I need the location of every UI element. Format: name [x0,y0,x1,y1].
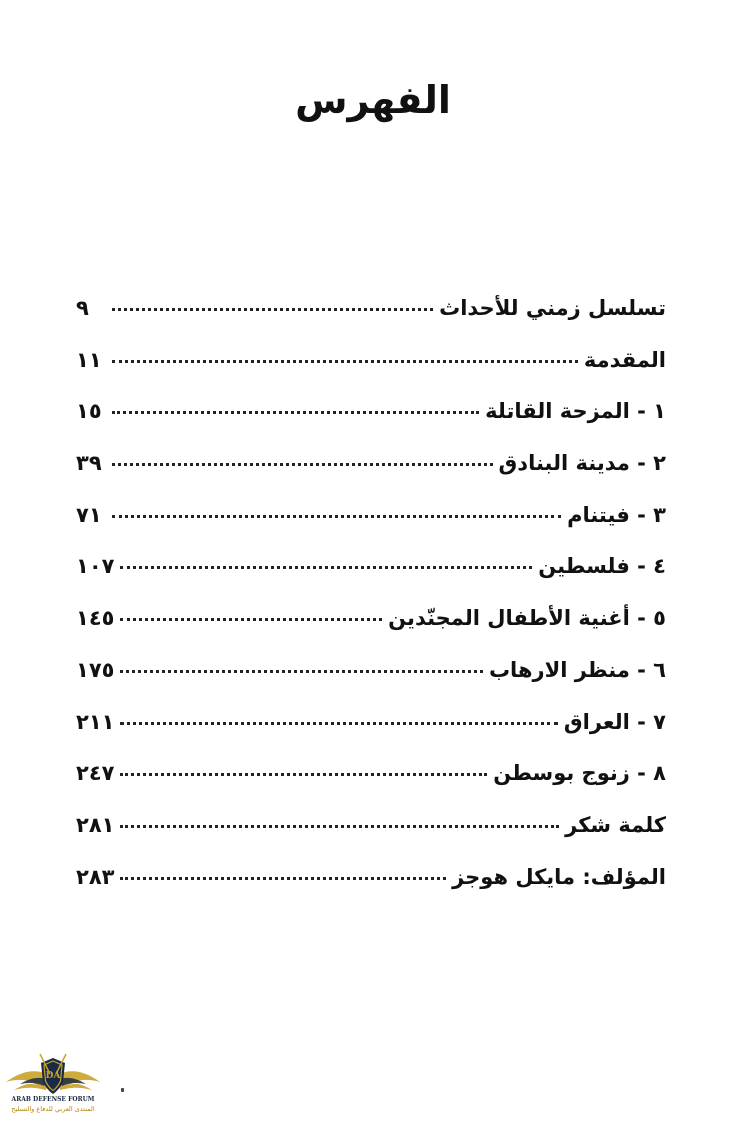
toc-dot-leader [120,773,487,776]
toc-entry-page: ٣٩ [76,451,102,476]
watermark-name-ar: المنتدى العربي للدفاع والتسليح [11,1105,95,1113]
toc-entry [76,296,666,348]
toc-entry-title: ٦ - منظر الارهاب [488,657,666,682]
toc-entry-title: ٢ - مدينة البنادق [498,451,666,476]
toc-dot-leader [112,308,433,311]
toc-entry [76,865,666,917]
stray-ink-mark [121,1088,124,1092]
toc-entry-page: ١٧٥ [76,657,115,682]
toc-entry-page: ٢١١ [76,709,115,734]
toc-entry-page: ٢٤٧ [76,761,115,786]
toc-entry [76,658,666,710]
toc-entry-title: ٥ - أغنية الأطفال المجنّدين [388,606,666,631]
toc-entry [76,813,666,865]
toc-entry-page: ٢٨٣ [76,864,115,889]
toc-entry-page: ١٥ [76,399,102,424]
toc-entry-title: ٨ - زنوج بوسطن [493,761,666,786]
toc-entry [76,451,666,503]
toc-entry [76,606,666,658]
toc-entry-title: ٣ - فيتنام [567,502,666,527]
toc-dot-leader [112,463,493,466]
toc-dot-leader [112,360,578,363]
toc-dot-leader [120,877,446,880]
toc-entry-page: ٩ [76,296,89,320]
toc-entry-title: تسلسل زمني للأحداث [439,296,666,320]
toc-entry-title: المقدمة [583,347,666,372]
toc-entry [76,503,666,555]
toc-entry [76,761,666,813]
page-title: الفهرس [295,78,451,122]
table-of-contents [76,296,666,916]
toc-entry-title: ٧ - العراق [563,709,666,734]
toc-entry [76,348,666,400]
toc-entry-title: كلمة شكر [565,812,666,837]
toc-entry [76,399,666,451]
toc-entry-page: ١١ [76,347,102,372]
toc-dot-leader [112,411,479,414]
toc-dot-leader [120,722,557,725]
watermark-monogram: DA [45,1071,61,1081]
toc-dot-leader [112,515,561,518]
toc-entry [76,554,666,606]
toc-entry-title: ٤ - فلسطين [538,554,666,579]
toc-entry [76,710,666,762]
watermark-logo [4,1052,102,1120]
winged-shield-emblem-icon [4,1052,102,1098]
toc-entry-title: ١ - المزحة القاتلة [485,399,666,424]
toc-dot-leader [120,566,532,569]
toc-entry-page: ١٤٥ [76,606,115,631]
toc-dot-leader [120,618,382,621]
toc-entry-page: ٧١ [76,502,102,527]
toc-entry-title: المؤلف: مايكل هوجز [452,864,666,889]
toc-dot-leader [120,825,559,828]
watermark-name-en: ARAB DEFENSE FORUM [11,1096,95,1103]
toc-entry-page: ٢٨١ [76,812,115,837]
toc-dot-leader [120,670,483,673]
toc-entry-page: ١٠٧ [76,554,115,579]
